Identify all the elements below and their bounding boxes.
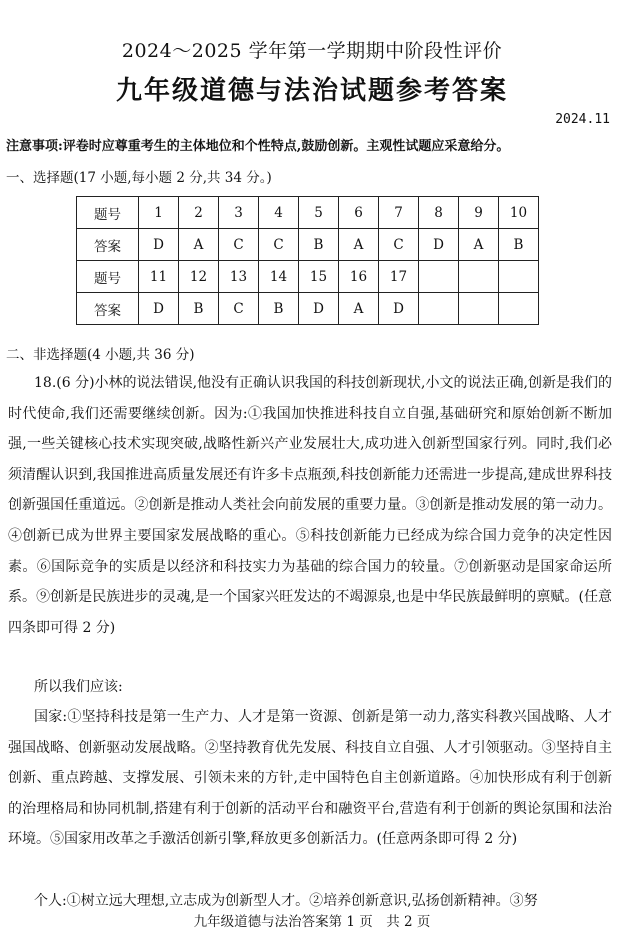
table-cell: B — [499, 229, 539, 261]
table-cell: D — [379, 293, 419, 325]
table-cell: 9 — [459, 197, 499, 229]
grading-notice: 注意事项:评卷时应尊重考生的主体地位和个性特点,鼓励创新。主观性试题应采意给分。 — [6, 139, 510, 154]
table-cell — [419, 261, 459, 293]
table-cell: 1 — [139, 197, 179, 229]
page-footer: 九年级道德与法治答案第 1 页 共 2 页 — [193, 914, 431, 930]
so-we-should-line: 所以我们应该: — [34, 679, 123, 695]
table-cell: A — [459, 229, 499, 261]
table-cell: A — [339, 229, 379, 261]
table-cell: A — [179, 229, 219, 261]
table-cell: 8 — [419, 197, 459, 229]
table-cell — [499, 261, 539, 293]
table-cell: D — [139, 229, 179, 261]
section2-title: 二、非选择题(4 小题,共 36 分) — [6, 347, 195, 363]
table-cell: 7 — [379, 197, 419, 229]
table-cell: D — [419, 229, 459, 261]
table-cell — [459, 261, 499, 293]
table-cell — [419, 293, 459, 325]
table-row — [77, 197, 539, 229]
table-cell: 答案 — [77, 293, 139, 325]
table-cell: 17 — [379, 261, 419, 293]
table-cell: C — [379, 229, 419, 261]
table-cell: 12 — [179, 261, 219, 293]
table-cell: A — [339, 293, 379, 325]
exam-title-line2: 九年级道德与法治试题参考答案 — [115, 76, 508, 106]
table-cell: C — [219, 229, 259, 261]
table-cell: 答案 — [77, 229, 139, 261]
table-cell: B — [259, 293, 299, 325]
table-cell: 13 — [219, 261, 259, 293]
table-cell: 16 — [339, 261, 379, 293]
table-cell: B — [299, 229, 339, 261]
table-cell: C — [259, 229, 299, 261]
question-18-answer: 18.(6 分)小林的说法错误,他没有正确认识我国的科技创新现状,小文的说法正确,创新是我们的时代使命,我们还需要继续创新。因为:①我国加快推进科技自立自强,基础研究和原始创新不断加强,一些关键核心技术实现突破,战略性新兴产业发展壮大,成功进入创新型国家行列。同时,我们必须清醒认识到,我国推进高质量发展还有许多卡点瓶颈,科技创新能力还需进一步提高,建成世界科技创新强国任重道远。②创新是推动人类社会向前发展的重要力量。③创新是推动发展的第一动力。④创新已成为世界主要国家发展战略的重心。⑤科技创新能力已经成为综合国力竞争的决定性因素。⑥国际竞争的实质是以经济和科技实力为基础的综合国力的较量。⑦创新驱动是国家命运所系。⑨创新是民族进步的灵魂,是一个国家兴旺发达的不竭源泉,也是中华民族最鲜明的禀赋。(任意四条即可得 2 分) — [8, 375, 612, 636]
table-cell: 6 — [339, 197, 379, 229]
answer-table — [76, 196, 539, 325]
table-cell: 5 — [299, 197, 339, 229]
table-row — [77, 293, 539, 325]
table-row — [77, 229, 539, 261]
table-cell: 15 — [299, 261, 339, 293]
table-cell: D — [299, 293, 339, 325]
table-cell: B — [179, 293, 219, 325]
table-cell: 4 — [259, 197, 299, 229]
table-cell — [459, 293, 499, 325]
table-cell: 2 — [179, 197, 219, 229]
individual-measures-paragraph: 个人:①树立远大理想,立志成为创新型人才。②培养创新意识,弘扬创新精神。③努 — [34, 893, 538, 909]
table-cell: 题号 — [77, 261, 139, 293]
table-cell: D — [139, 293, 179, 325]
table-cell: 3 — [219, 197, 259, 229]
section1-title: 一、选择题(17 小题,每小题 2 分,共 34 分。) — [6, 170, 272, 186]
exam-title-line1: 2024～2025 学年第一学期期中阶段性评价 — [121, 40, 503, 62]
table-row — [77, 261, 539, 293]
table-cell: 10 — [499, 197, 539, 229]
national-measures-paragraph: 国家:①坚持科技是第一生产力、人才是第一资源、创新是第一动力,落实科教兴国战略、人才强国战略、创新驱动发展战略。②坚持教育优先发展、科技自立自强、人才引领驱动。③坚持自主创新、重点跨越、支撑发展、引领未来的方针,走中国特色自主创新道路。④加快形成有利于创新的治理格局和协同机制,搭建有利于创新的活动平台和融资平台,营造有利于创新的舆论氛围和法治环境。⑤国家用改革之手激活创新引擎,释放更多创新活力。(任意两条即可得 2 分) — [8, 709, 612, 848]
table-cell: 题号 — [77, 197, 139, 229]
table-cell: 14 — [259, 261, 299, 293]
document-date: 2024.11 — [555, 112, 610, 127]
table-cell: 11 — [139, 261, 179, 293]
table-cell — [499, 293, 539, 325]
table-cell: C — [219, 293, 259, 325]
